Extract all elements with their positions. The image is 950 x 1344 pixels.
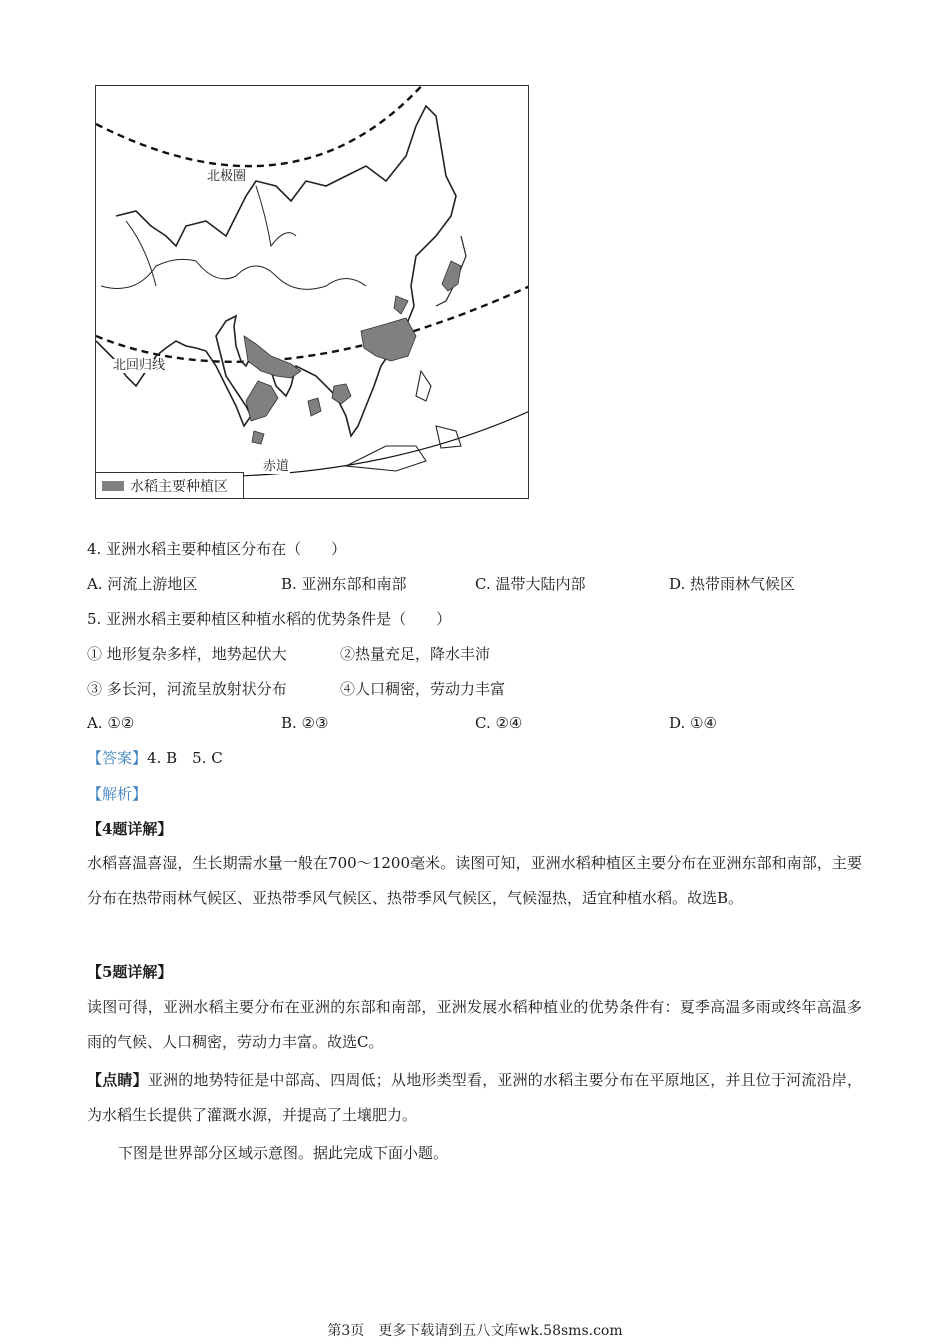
q5-condition-4: ④人口稠密，劳动力丰富: [340, 680, 506, 698]
page-footer: 第3页 更多下载请到五八文库wk.58sms.com: [327, 1323, 623, 1339]
map-legend: [96, 472, 244, 498]
q4-stem: 4. 亚洲水稻主要种植区分布在（ ）: [87, 540, 347, 558]
q5-stem: 5. 亚洲水稻主要种植区种植水稻的优势条件是（ ）: [87, 610, 452, 628]
asia-coastline: [96, 106, 456, 436]
rice-areas: [244, 261, 461, 444]
analysis-tag: 【解析】: [87, 785, 148, 803]
tip-paragraph: [87, 1063, 862, 1133]
tropic-label: 北回归线: [113, 358, 166, 373]
detail5-text: 读图可得，亚洲水稻主要分布在亚洲的东部和南部，亚洲发展水稻种植业的优势条件有：夏季高温多雨或终年高温多雨的气候、人口稠密，劳动力丰富。故选C。: [87, 998, 862, 1051]
tropic-line: [96, 286, 529, 362]
equator-label: 赤道: [263, 459, 290, 474]
map-drawing: [96, 86, 529, 499]
q5-option-b: B. ②③: [281, 714, 329, 732]
answer-text: 4. B 5. C: [147, 749, 223, 767]
arctic-circle-label: 北极圈: [207, 169, 247, 184]
answer-tag: 【答案】: [87, 749, 148, 767]
q4-option-c: C. 温带大陆内部: [475, 575, 586, 593]
q5-option-a: A. ①②: [87, 714, 135, 732]
q5-option-c: C. ②④: [475, 714, 523, 732]
detail5-heading: 【5题详解】: [87, 963, 173, 981]
q5-condition-2: ②热量充足，降水丰沛: [340, 645, 491, 663]
detail4-heading: 【4题详解】: [87, 820, 173, 838]
legend-swatch-icon: [102, 481, 124, 491]
tip-tag: 【点睛】: [87, 1071, 148, 1089]
asia-rice-map: [95, 85, 529, 499]
arctic-circle-line: [96, 86, 426, 166]
tip-text: 亚洲的地势特征是中部高、四周低；从地形类型看，亚洲的水稻主要分布在平原地区，并且位于河流沿岸，为水稻生长提供了灌溉水源，并提高了土壤肥力。: [87, 1071, 862, 1124]
q5-condition-1: ① 地形复杂多样，地势起伏大: [87, 645, 287, 663]
q4-option-a: A. 河流上游地区: [87, 575, 198, 593]
next-intro: 下图是世界部分区域示意图。据此完成下面小题。: [118, 1144, 449, 1162]
legend-label: 水稻主要种植区: [130, 478, 228, 495]
q4-option-d: D. 热带雨林气候区: [669, 575, 796, 593]
q5-option-d: D. ①④: [669, 714, 717, 732]
q5-condition-3: ③ 多长河，河流呈放射状分布: [87, 680, 287, 698]
detail4-text: 水稻喜温喜湿，生长期需水量一般在700～1200毫米。读图可知，亚洲水稻种植区主要分布在亚洲东部和南部，主要分布在热带雨林气候区、亚热带季风气候区、热带季风气候区，气候湿热，适宜种植水稻。故选B。: [87, 854, 862, 907]
q4-option-b: B. 亚洲东部和南部: [281, 575, 407, 593]
answer-line: [87, 748, 223, 768]
